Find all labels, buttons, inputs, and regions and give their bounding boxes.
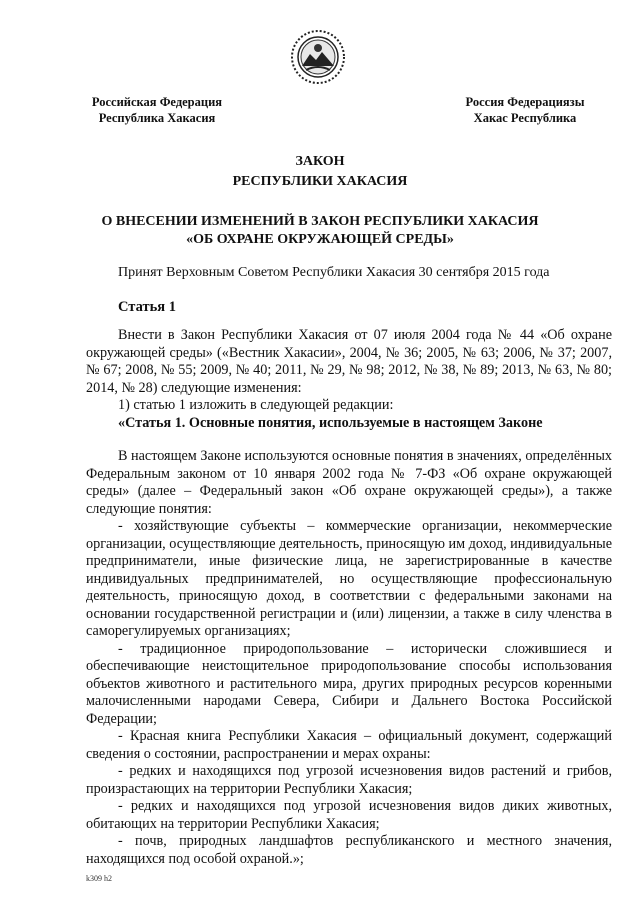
doc-subtitle-line1: О ВНЕСЕНИИ ИЗМЕНЕНИЙ В ЗАКОН РЕСПУБЛИКИ ХАКАСИЯ [101,214,539,229]
new-article-heading: «Статья 1. Основные понятия, используемые в настоящем Законе [118,414,543,431]
definition-red-book: - Красная книга Республики Хакасия – официальный документ, содержащий сведения о состоянии, распространении и мерах охраны: [86,728,612,762]
definitions-intro: В настоящем Законе используются основные понятия в значениях, определённых Федеральным законом от 10 января 2002 года № 7-ФЗ «Об охране окружающей среды» (далее – Федеральный закон «Об охране окружающей среды»), а также следующие понятия: [86,448,612,517]
definition-traditional-use: - традиционное природопользование – исторически сложившиеся и обеспечивающие неистощительное природопользование способы использования объектов животного и растительного мира, других природных ресурсов коренными малочисленными народами Севера, Сибири и Дальнего Востока Российской Федерации; [86,640,612,727]
doc-subtitle-line2: «ОБ ОХРАНЕ ОКРУЖАЮЩЕЙ СРЕДЫ» [186,232,454,247]
header-right [445,94,605,126]
definition-economic-entities: - хозяйствующие субъекты – коммерческие организации, некоммерческие организации, осуществляющие деятельность, приносящую им доход, индивидуальные предприниматели, иные физические лица, не зарегистрированные в качестве индивидуальных предпринимателей, но осуществляющие профессиональную деятельность, приносящую доход, в соответствии с федеральными законами на основании государственной регистрации и (или) лицензии, а также в силу членства в саморегулируемых организациях; [86,518,612,639]
intro-item-1: 1) статью 1 изложить в следующей редакции: [118,397,394,413]
coat-of-arms-emblem [290,28,346,86]
doc-title-line1: ЗАКОН [295,154,345,169]
red-book-item-animals: - редких и находящихся под угрозой исчезновения видов диких животных, обитающих на территории Республики Хакасия; [86,798,612,832]
footer-code: k309 h2 [86,874,112,883]
intro-paragraph: Внести в Закон Республики Хакасия от 07 июля 2004 года № 44 «Об охране окружающей среды» («Вестник Хакасии», 2004, № 36; 2005, № 63; 2006, № 37; 2007, № 67; 2008, № 55; 2009, № 40; 2011, № 29, № 98; 2012, № 38, № 89; 2013, № 63, № 80; 2014, № 28) следующие изменения: [86,327,612,396]
header-left-line1: Российская Федерация [91,95,223,109]
header-left-line2: Республика Хакасия [98,111,216,125]
red-book-item-soils: - почв, природных ландшафтов республиканского и местного значения, находящихся под особой охраной.»; [86,833,612,867]
header-right-line2: Хакас Республика [473,111,577,125]
header-left [82,94,232,126]
header-right-line1: Россия Федерациязы [465,95,585,109]
article-intro [86,327,612,432]
doc-title-line2: РЕСПУБЛИКИ ХАКАСИЯ [232,174,408,189]
article-heading: Статья 1 [118,299,176,315]
adoption-note: Принят Верховным Советом Республики Хакасия 30 сентября 2015 года [118,265,550,280]
red-book-item-plants: - редких и находящихся под угрозой исчезновения видов растений и грибов, произрастающих на территории Республики Хакасия; [86,763,612,797]
definitions-block [86,448,612,868]
